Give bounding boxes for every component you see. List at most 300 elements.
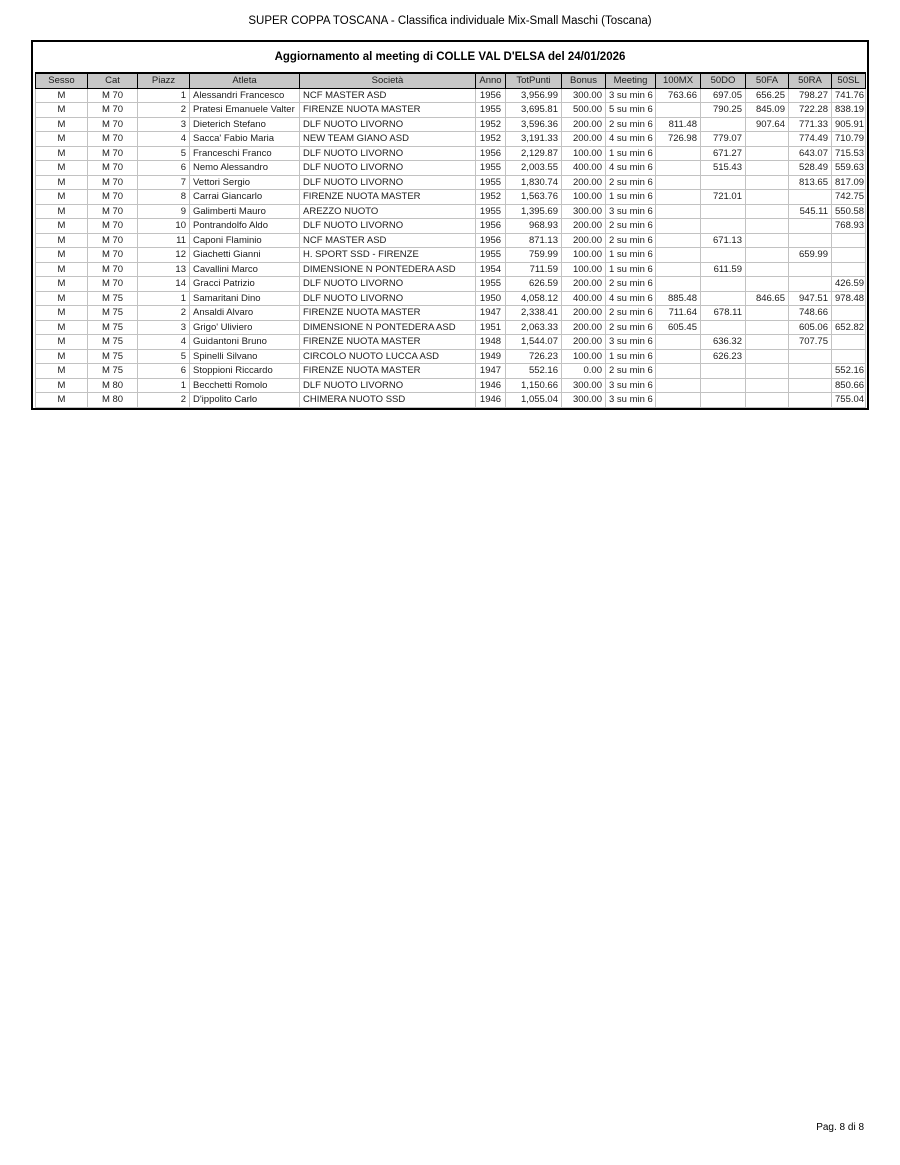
table-cell: 6 bbox=[138, 161, 190, 176]
table-cell bbox=[789, 219, 832, 234]
table-header-row bbox=[36, 73, 866, 88]
table-cell bbox=[656, 175, 701, 190]
table-cell: M 75 bbox=[88, 306, 138, 321]
table-cell: M 80 bbox=[88, 378, 138, 393]
table-cell: 400.00 bbox=[562, 161, 606, 176]
table-cell bbox=[656, 103, 701, 118]
table-cell: 5 bbox=[138, 146, 190, 161]
table-cell: NCF MASTER ASD bbox=[300, 88, 476, 103]
table-cell: 885.48 bbox=[656, 291, 701, 306]
table-cell: 1955 bbox=[476, 161, 506, 176]
table-row bbox=[36, 262, 866, 277]
table-cell bbox=[832, 233, 866, 248]
table-cell: 400.00 bbox=[562, 291, 606, 306]
table-cell: 13 bbox=[138, 262, 190, 277]
results-table-frame bbox=[31, 40, 869, 410]
table-cell: M 70 bbox=[88, 233, 138, 248]
table-cell: 1956 bbox=[476, 146, 506, 161]
table-cell: 3 su min 6 bbox=[606, 393, 656, 408]
table-cell bbox=[746, 190, 789, 205]
table-cell bbox=[746, 306, 789, 321]
table-cell bbox=[656, 248, 701, 263]
table-cell: M bbox=[36, 88, 88, 103]
table-cell: 10 bbox=[138, 219, 190, 234]
table-cell: 100.00 bbox=[562, 248, 606, 263]
table-cell: Giachetti Gianni bbox=[190, 248, 300, 263]
table-cell: 3 su min 6 bbox=[606, 335, 656, 350]
table-cell: 722.28 bbox=[789, 103, 832, 118]
table-cell: 1947 bbox=[476, 364, 506, 379]
table-cell: 1 su min 6 bbox=[606, 146, 656, 161]
table-cell: 1 su min 6 bbox=[606, 190, 656, 205]
table-cell: M bbox=[36, 146, 88, 161]
table-cell: 200.00 bbox=[562, 306, 606, 321]
table-cell: M bbox=[36, 233, 88, 248]
table-cell: 678.11 bbox=[701, 306, 746, 321]
table-cell: FIRENZE NUOTA MASTER bbox=[300, 364, 476, 379]
table-cell: NCF MASTER ASD bbox=[300, 233, 476, 248]
table-row bbox=[36, 161, 866, 176]
table-cell bbox=[701, 378, 746, 393]
table-cell: 4 su min 6 bbox=[606, 291, 656, 306]
table-cell: 978.48 bbox=[832, 291, 866, 306]
table-cell: 5 su min 6 bbox=[606, 103, 656, 118]
table-cell: 200.00 bbox=[562, 219, 606, 234]
table-row bbox=[36, 393, 866, 408]
table-cell bbox=[789, 349, 832, 364]
table-cell: 763.66 bbox=[656, 88, 701, 103]
table-cell: DLF NUOTO LIVORNO bbox=[300, 117, 476, 132]
table-cell: 1955 bbox=[476, 248, 506, 263]
table-cell bbox=[656, 204, 701, 219]
table-cell: 3,956.99 bbox=[506, 88, 562, 103]
table-cell: 4 su min 6 bbox=[606, 161, 656, 176]
column-header: Meeting bbox=[606, 73, 656, 88]
table-cell: 742.75 bbox=[832, 190, 866, 205]
table-cell: M bbox=[36, 378, 88, 393]
table-cell: 3 bbox=[138, 117, 190, 132]
table-cell: DIMENSIONE N PONTEDERA ASD bbox=[300, 320, 476, 335]
table-cell: 1,395.69 bbox=[506, 204, 562, 219]
table-cell: H. SPORT SSD - FIRENZE bbox=[300, 248, 476, 263]
table-row bbox=[36, 335, 866, 350]
table-cell bbox=[789, 277, 832, 292]
table-cell: 1948 bbox=[476, 335, 506, 350]
table-row bbox=[36, 277, 866, 292]
table-cell bbox=[656, 146, 701, 161]
table-cell: Galimberti Mauro bbox=[190, 204, 300, 219]
table-cell: 721.01 bbox=[701, 190, 746, 205]
table-cell bbox=[656, 262, 701, 277]
table-cell: M 70 bbox=[88, 161, 138, 176]
table-cell: 2 su min 6 bbox=[606, 277, 656, 292]
table-cell bbox=[656, 335, 701, 350]
table-cell: M bbox=[36, 349, 88, 364]
table-cell: 426.59 bbox=[832, 277, 866, 292]
table-cell bbox=[746, 277, 789, 292]
column-header: Piazz bbox=[138, 73, 190, 88]
table-cell bbox=[656, 393, 701, 408]
column-header: 50FA bbox=[746, 73, 789, 88]
table-cell: Pontrandolfo Aldo bbox=[190, 219, 300, 234]
table-cell: 1956 bbox=[476, 88, 506, 103]
table-cell: M 70 bbox=[88, 219, 138, 234]
table-cell: 1951 bbox=[476, 320, 506, 335]
table-cell bbox=[789, 262, 832, 277]
table-cell: 1 su min 6 bbox=[606, 349, 656, 364]
table-cell: M 70 bbox=[88, 117, 138, 132]
table-cell bbox=[656, 349, 701, 364]
table-cell: M 70 bbox=[88, 204, 138, 219]
table-row bbox=[36, 378, 866, 393]
table-cell: 2 su min 6 bbox=[606, 233, 656, 248]
table-cell: 2,129.87 bbox=[506, 146, 562, 161]
table-cell: M 75 bbox=[88, 364, 138, 379]
table-cell: 755.04 bbox=[832, 393, 866, 408]
column-header: 50RA bbox=[789, 73, 832, 88]
table-cell: 771.33 bbox=[789, 117, 832, 132]
table-cell: 697.05 bbox=[701, 88, 746, 103]
table-cell: 1,150.66 bbox=[506, 378, 562, 393]
column-header: TotPunti bbox=[506, 73, 562, 88]
table-cell: 652.82 bbox=[832, 320, 866, 335]
table-cell bbox=[656, 219, 701, 234]
table-cell: Pratesi Emanuele Valter bbox=[190, 103, 300, 118]
table-cell bbox=[832, 306, 866, 321]
table-cell: M bbox=[36, 175, 88, 190]
table-cell: 1955 bbox=[476, 175, 506, 190]
table-cell: M bbox=[36, 291, 88, 306]
table-cell: 710.79 bbox=[832, 132, 866, 147]
column-header: 100MX bbox=[656, 73, 701, 88]
table-cell: 907.64 bbox=[746, 117, 789, 132]
table-cell: 1,563.76 bbox=[506, 190, 562, 205]
table-cell: M 70 bbox=[88, 248, 138, 263]
table-row bbox=[36, 233, 866, 248]
table-cell: 626.23 bbox=[701, 349, 746, 364]
table-cell: Guidantoni Bruno bbox=[190, 335, 300, 350]
table-cell: M bbox=[36, 306, 88, 321]
table-cell: DIMENSIONE N PONTEDERA ASD bbox=[300, 262, 476, 277]
table-cell: Caponi Flaminio bbox=[190, 233, 300, 248]
table-cell: 759.99 bbox=[506, 248, 562, 263]
table-cell: 1 bbox=[138, 291, 190, 306]
table-cell bbox=[746, 161, 789, 176]
table-cell: Dieterich Stefano bbox=[190, 117, 300, 132]
table-cell: AREZZO NUOTO bbox=[300, 204, 476, 219]
table-cell bbox=[746, 349, 789, 364]
table-cell bbox=[701, 175, 746, 190]
table-cell: 2 bbox=[138, 103, 190, 118]
table-cell: DLF NUOTO LIVORNO bbox=[300, 146, 476, 161]
table-cell: M 80 bbox=[88, 393, 138, 408]
table-row bbox=[36, 190, 866, 205]
table-cell: 300.00 bbox=[562, 88, 606, 103]
table-cell: 779.07 bbox=[701, 132, 746, 147]
table-cell: Franceschi Franco bbox=[190, 146, 300, 161]
table-cell: 200.00 bbox=[562, 117, 606, 132]
table-cell: 726.23 bbox=[506, 349, 562, 364]
table-cell: 11 bbox=[138, 233, 190, 248]
table-cell: 7 bbox=[138, 175, 190, 190]
table-cell bbox=[746, 320, 789, 335]
table-row bbox=[36, 146, 866, 161]
table-cell bbox=[746, 364, 789, 379]
table-cell: Stoppioni Riccardo bbox=[190, 364, 300, 379]
table-cell bbox=[656, 233, 701, 248]
table-cell bbox=[701, 117, 746, 132]
table-cell: Nemo Alessandro bbox=[190, 161, 300, 176]
column-header: 50SL bbox=[832, 73, 866, 88]
table-cell: 790.25 bbox=[701, 103, 746, 118]
table-cell: 656.25 bbox=[746, 88, 789, 103]
table-cell: Vettori Sergio bbox=[190, 175, 300, 190]
table-cell: 626.59 bbox=[506, 277, 562, 292]
table-cell: 1955 bbox=[476, 103, 506, 118]
table-cell: FIRENZE NUOTA MASTER bbox=[300, 306, 476, 321]
table-cell: 6 bbox=[138, 364, 190, 379]
table-cell: 850.66 bbox=[832, 378, 866, 393]
table-row bbox=[36, 103, 866, 118]
table-cell: 545.11 bbox=[789, 204, 832, 219]
table-cell: M bbox=[36, 132, 88, 147]
table-cell: M bbox=[36, 204, 88, 219]
table-cell: 500.00 bbox=[562, 103, 606, 118]
table-cell: M bbox=[36, 364, 88, 379]
table-row bbox=[36, 175, 866, 190]
table-cell: Alessandri Francesco bbox=[190, 88, 300, 103]
table-cell: 2 bbox=[138, 306, 190, 321]
table-cell: FIRENZE NUOTA MASTER bbox=[300, 190, 476, 205]
table-cell: 100.00 bbox=[562, 190, 606, 205]
table-cell bbox=[701, 320, 746, 335]
table-cell: 817.09 bbox=[832, 175, 866, 190]
table-cell: Cavallini Marco bbox=[190, 262, 300, 277]
table-cell: M 70 bbox=[88, 277, 138, 292]
table-cell bbox=[746, 393, 789, 408]
table-cell: 798.27 bbox=[789, 88, 832, 103]
table-cell bbox=[746, 378, 789, 393]
table-cell: 4 bbox=[138, 335, 190, 350]
table-cell: 5 bbox=[138, 349, 190, 364]
table-row bbox=[36, 132, 866, 147]
table-cell: 813.65 bbox=[789, 175, 832, 190]
table-cell bbox=[832, 335, 866, 350]
table-cell: 300.00 bbox=[562, 204, 606, 219]
table-cell: M bbox=[36, 248, 88, 263]
table-cell: M bbox=[36, 161, 88, 176]
table-cell: 1956 bbox=[476, 233, 506, 248]
table-cell: 1952 bbox=[476, 132, 506, 147]
table-cell: 3,596.36 bbox=[506, 117, 562, 132]
table-cell: 4 su min 6 bbox=[606, 132, 656, 147]
table-cell: Becchetti Romolo bbox=[190, 378, 300, 393]
table-cell bbox=[701, 393, 746, 408]
page-title: SUPER COPPA TOSCANA - Classifica individuale Mix-Small Maschi (Toscana) bbox=[248, 15, 652, 27]
table-cell: 659.99 bbox=[789, 248, 832, 263]
table-cell bbox=[746, 146, 789, 161]
table-cell bbox=[701, 277, 746, 292]
column-header: 50DO bbox=[701, 73, 746, 88]
table-cell: 1946 bbox=[476, 378, 506, 393]
table-cell: Grigo' Uliviero bbox=[190, 320, 300, 335]
table-cell: 550.58 bbox=[832, 204, 866, 219]
table-cell: 3,191.33 bbox=[506, 132, 562, 147]
table-cell: 905.91 bbox=[832, 117, 866, 132]
table-cell: 1 su min 6 bbox=[606, 262, 656, 277]
table-cell: 3 su min 6 bbox=[606, 204, 656, 219]
table-cell: 1952 bbox=[476, 190, 506, 205]
table-cell: 14 bbox=[138, 277, 190, 292]
table-cell: 3 su min 6 bbox=[606, 378, 656, 393]
table-cell: 968.93 bbox=[506, 219, 562, 234]
table-cell: 643.07 bbox=[789, 146, 832, 161]
table-cell: 715.53 bbox=[832, 146, 866, 161]
table-cell: 1,830.74 bbox=[506, 175, 562, 190]
table-cell: 2 su min 6 bbox=[606, 364, 656, 379]
table-cell: 2,003.55 bbox=[506, 161, 562, 176]
table-cell: DLF NUOTO LIVORNO bbox=[300, 291, 476, 306]
table-cell: FIRENZE NUOTA MASTER bbox=[300, 335, 476, 350]
table-cell bbox=[701, 291, 746, 306]
table-cell: 4 bbox=[138, 132, 190, 147]
table-cell bbox=[746, 219, 789, 234]
table-cell: 846.65 bbox=[746, 291, 789, 306]
table-cell: 2 su min 6 bbox=[606, 175, 656, 190]
table-cell: 100.00 bbox=[562, 146, 606, 161]
table-cell: 200.00 bbox=[562, 132, 606, 147]
table-cell: 12 bbox=[138, 248, 190, 263]
table-cell: 3 bbox=[138, 320, 190, 335]
table-cell: 528.49 bbox=[789, 161, 832, 176]
table-cell: 871.13 bbox=[506, 233, 562, 248]
table-cell: 605.45 bbox=[656, 320, 701, 335]
table-cell bbox=[656, 364, 701, 379]
table-row bbox=[36, 364, 866, 379]
table-cell: M bbox=[36, 393, 88, 408]
table-cell: M 75 bbox=[88, 320, 138, 335]
table-cell: 200.00 bbox=[562, 277, 606, 292]
table-row bbox=[36, 204, 866, 219]
table-cell: 1955 bbox=[476, 277, 506, 292]
table-cell: 200.00 bbox=[562, 335, 606, 350]
table-cell: 1947 bbox=[476, 306, 506, 321]
table-cell: 1949 bbox=[476, 349, 506, 364]
table-cell: M 70 bbox=[88, 146, 138, 161]
table-cell: 1 bbox=[138, 378, 190, 393]
column-header: Anno bbox=[476, 73, 506, 88]
table-cell: 2 su min 6 bbox=[606, 306, 656, 321]
table-cell: CHIMERA NUOTO SSD bbox=[300, 393, 476, 408]
table-row bbox=[36, 219, 866, 234]
table-cell: M 75 bbox=[88, 349, 138, 364]
table-cell: 2 su min 6 bbox=[606, 117, 656, 132]
table-cell bbox=[701, 219, 746, 234]
table-cell: 1950 bbox=[476, 291, 506, 306]
table-cell bbox=[832, 262, 866, 277]
table-cell: M bbox=[36, 335, 88, 350]
table-cell: Gracci Patrizio bbox=[190, 277, 300, 292]
table-cell: M 70 bbox=[88, 262, 138, 277]
table-cell: 300.00 bbox=[562, 393, 606, 408]
table-cell bbox=[789, 190, 832, 205]
table-cell: M 70 bbox=[88, 190, 138, 205]
table-cell bbox=[832, 349, 866, 364]
table-cell: 811.48 bbox=[656, 117, 701, 132]
table-cell: M bbox=[36, 320, 88, 335]
table-cell: D'ippolito Carlo bbox=[190, 393, 300, 408]
table-cell: NEW TEAM GIANO ASD bbox=[300, 132, 476, 147]
table-cell: 0.00 bbox=[562, 364, 606, 379]
table-cell: M bbox=[36, 117, 88, 132]
table-cell: 671.13 bbox=[701, 233, 746, 248]
table-cell: DLF NUOTO LIVORNO bbox=[300, 161, 476, 176]
table-cell: 707.75 bbox=[789, 335, 832, 350]
table-cell: 200.00 bbox=[562, 233, 606, 248]
table-cell: 2 bbox=[138, 393, 190, 408]
column-header: Società bbox=[300, 73, 476, 88]
table-row bbox=[36, 291, 866, 306]
table-cell bbox=[701, 204, 746, 219]
table-cell bbox=[789, 378, 832, 393]
table-cell: 947.51 bbox=[789, 291, 832, 306]
column-header: Sesso bbox=[36, 73, 88, 88]
table-cell: 1956 bbox=[476, 219, 506, 234]
table-cell: 711.64 bbox=[656, 306, 701, 321]
table-cell bbox=[746, 204, 789, 219]
table-cell: 100.00 bbox=[562, 262, 606, 277]
table-cell: M 70 bbox=[88, 103, 138, 118]
table-cell bbox=[789, 233, 832, 248]
table-cell bbox=[746, 233, 789, 248]
table-cell bbox=[656, 190, 701, 205]
table-cell: DLF NUOTO LIVORNO bbox=[300, 378, 476, 393]
table-cell: 845.09 bbox=[746, 103, 789, 118]
table-cell: 1 bbox=[138, 88, 190, 103]
table-cell bbox=[746, 335, 789, 350]
table-cell: 2,063.33 bbox=[506, 320, 562, 335]
table-row bbox=[36, 306, 866, 321]
table-cell: M 75 bbox=[88, 291, 138, 306]
table-cell bbox=[789, 393, 832, 408]
table-cell: 200.00 bbox=[562, 320, 606, 335]
table-cell: 4,058.12 bbox=[506, 291, 562, 306]
table-cell: 1,055.04 bbox=[506, 393, 562, 408]
table-cell: 741.76 bbox=[832, 88, 866, 103]
table-cell: 1955 bbox=[476, 204, 506, 219]
table-cell bbox=[746, 262, 789, 277]
table-cell: 9 bbox=[138, 204, 190, 219]
table-cell: 726.98 bbox=[656, 132, 701, 147]
table-cell: 605.06 bbox=[789, 320, 832, 335]
table-cell: M bbox=[36, 103, 88, 118]
table-cell: 2 su min 6 bbox=[606, 320, 656, 335]
table-cell bbox=[746, 132, 789, 147]
table-cell: 3 su min 6 bbox=[606, 88, 656, 103]
table-cell: DLF NUOTO LIVORNO bbox=[300, 175, 476, 190]
table-cell bbox=[701, 248, 746, 263]
table-cell: DLF NUOTO LIVORNO bbox=[300, 277, 476, 292]
table-cell: 636.32 bbox=[701, 335, 746, 350]
table-cell: 552.16 bbox=[832, 364, 866, 379]
table-cell: 711.59 bbox=[506, 262, 562, 277]
table-cell: 8 bbox=[138, 190, 190, 205]
table-cell bbox=[746, 248, 789, 263]
table-cell: FIRENZE NUOTA MASTER bbox=[300, 103, 476, 118]
table-cell: Sacca' Fabio Maria bbox=[190, 132, 300, 147]
table-cell: 1946 bbox=[476, 393, 506, 408]
table-cell: M bbox=[36, 262, 88, 277]
